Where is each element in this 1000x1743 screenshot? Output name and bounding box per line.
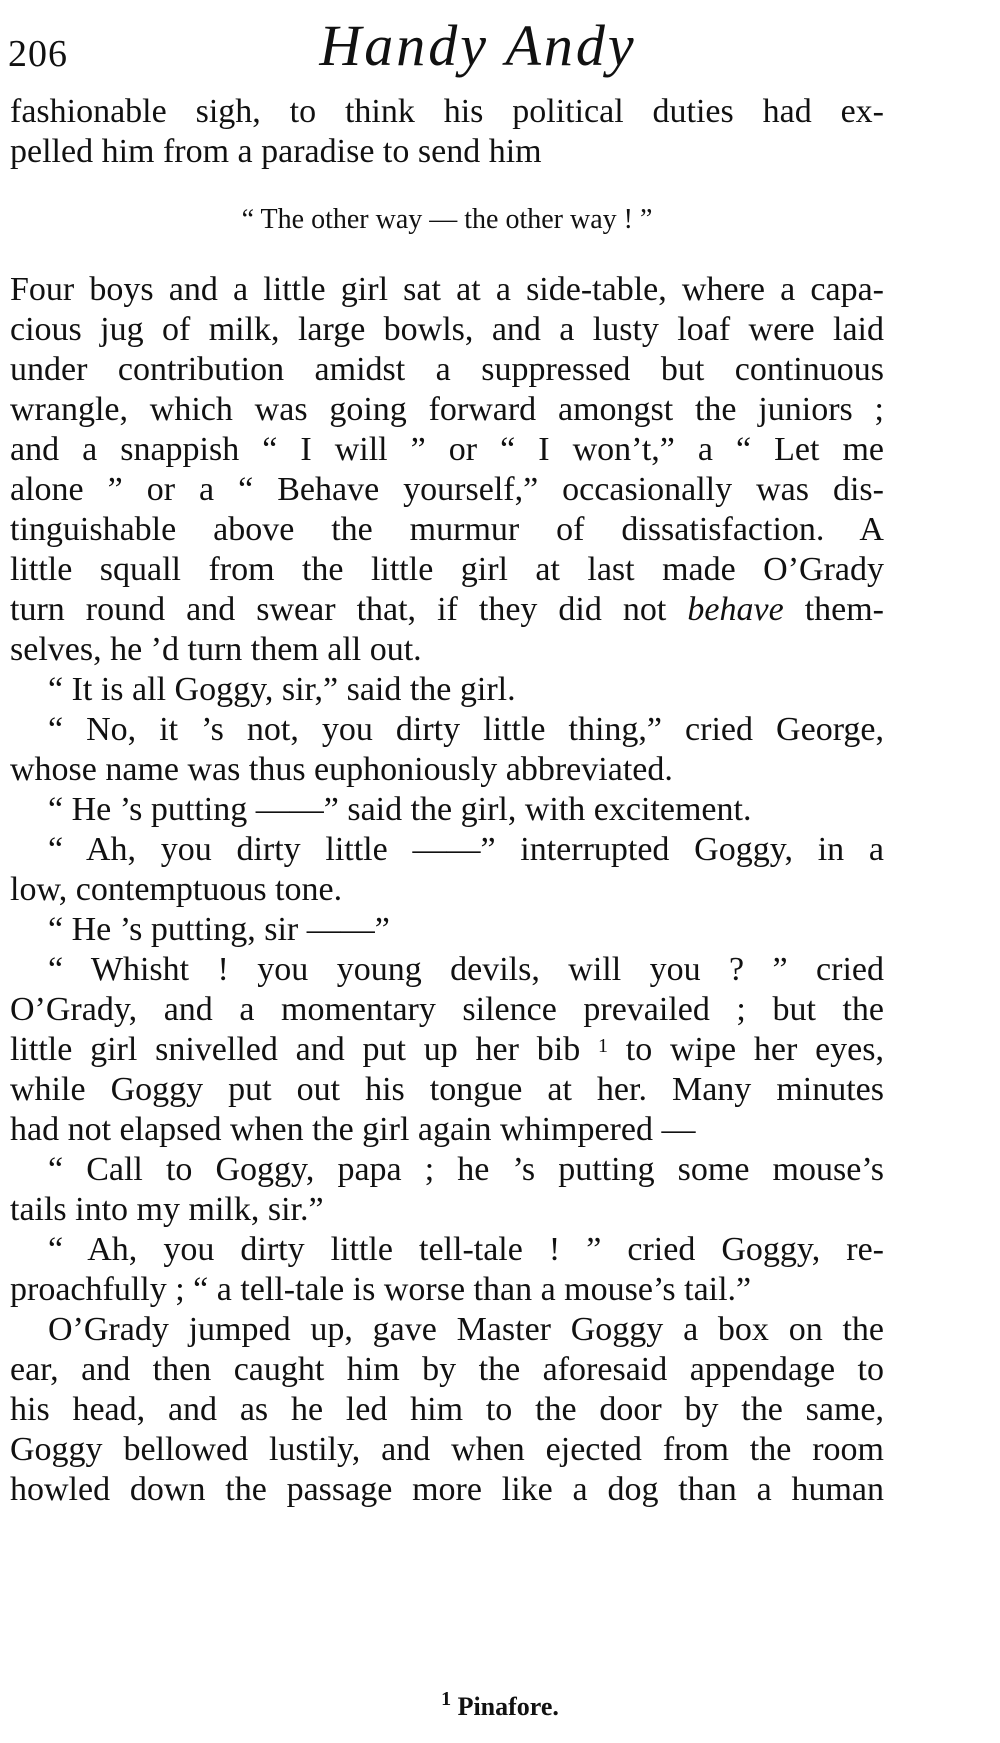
- text-line: whose name was thus euphoniously abbreviated.: [10, 751, 673, 788]
- text-line: pelled him from a paradise to send him: [10, 133, 542, 170]
- italic-word: behave: [687, 591, 784, 628]
- text-line: fashionable sigh, to think his political duties had ex-: [10, 93, 884, 130]
- text-line: “ Call to Goggy, papa ; he ’s putting some mouse’s: [48, 1151, 884, 1188]
- text-line: had not elapsed when the girl again whimpered —: [10, 1111, 696, 1148]
- text-line: while Goggy put out his tongue at her. Many minutes: [10, 1071, 884, 1108]
- text-line: howled down the passage more like a dog than a human: [10, 1471, 884, 1508]
- text-segment: them-: [783, 591, 885, 628]
- text-line: low, contemptuous tone.: [10, 871, 343, 908]
- text-segment: turn round and swear that, if they did not: [10, 591, 688, 628]
- text-segment: to wipe her eyes,: [607, 1031, 884, 1068]
- text-line: wrangle, which was going forward amongst the juniors ;: [10, 391, 884, 428]
- text-line: “ Ah, you dirty little ——” interrupted Goggy, in a: [48, 831, 884, 868]
- text-line: little squall from the little girl at last made O’Grady: [10, 551, 884, 588]
- running-title: Handy Andy: [319, 13, 637, 78]
- page-number: 206: [8, 33, 68, 75]
- text-line: Four boys and a little girl sat at a side-table, where a capa-: [10, 271, 884, 308]
- text-line: ear, and then caught him by the aforesaid appendage to: [10, 1351, 884, 1388]
- text-line: his head, and as he led him to the door by the same,: [10, 1391, 884, 1428]
- footnote-text: Pinafore.: [457, 1692, 559, 1721]
- text-line: tails into my milk, sir.”: [10, 1191, 324, 1228]
- text-line: cious jug of milk, large bowls, and a lusty loaf were laid: [10, 311, 884, 348]
- text-line: “ He ’s putting ——” said the girl, with excitement.: [48, 791, 752, 828]
- text-line: “ He ’s putting, sir ——”: [48, 911, 390, 948]
- text-line: “ Whisht ! you young devils, will you ? ” cried: [48, 951, 884, 988]
- footnote-marker: 1: [441, 1688, 452, 1710]
- footnote: [0, 1688, 1000, 1722]
- quoted-verse: “ The other way — the other way ! ”: [241, 204, 653, 235]
- text-line: and a snappish “ I will ” or “ I won’t,” a “ Let me: [10, 431, 884, 468]
- text-line: [10, 590, 884, 630]
- text-line: [10, 1030, 884, 1070]
- text-line: “ No, it ’s not, you dirty little thing,” cried George,: [48, 711, 884, 748]
- text-line: O’Grady, and a momentary silence prevailed ; but the: [10, 991, 884, 1028]
- text-line: proachfully ; “ a tell-tale is worse than a mouse’s tail.”: [10, 1271, 752, 1308]
- text-line: selves, he ’d turn them all out.: [10, 631, 422, 668]
- text-line: O’Grady jumped up, gave Master Goggy a box on the: [48, 1311, 884, 1348]
- footnote-reference: 1: [597, 1035, 608, 1057]
- text-line: “ It is all Goggy, sir,” said the girl.: [48, 671, 516, 708]
- text-line: Goggy bellowed lustily, and when ejected from the room: [10, 1431, 884, 1468]
- page-header: [8, 14, 948, 94]
- text-line: alone ” or a “ Behave yourself,” occasionally was dis-: [10, 471, 884, 508]
- text-line: “ Ah, you dirty little tell-tale ! ” cried Goggy, re-: [48, 1231, 884, 1268]
- text-line: under contribution amidst a suppressed but continuous: [10, 351, 884, 388]
- text-segment: little girl snivelled and put up her bib: [10, 1031, 598, 1068]
- text-line: tinguishable above the murmur of dissatisfaction. A: [10, 511, 884, 548]
